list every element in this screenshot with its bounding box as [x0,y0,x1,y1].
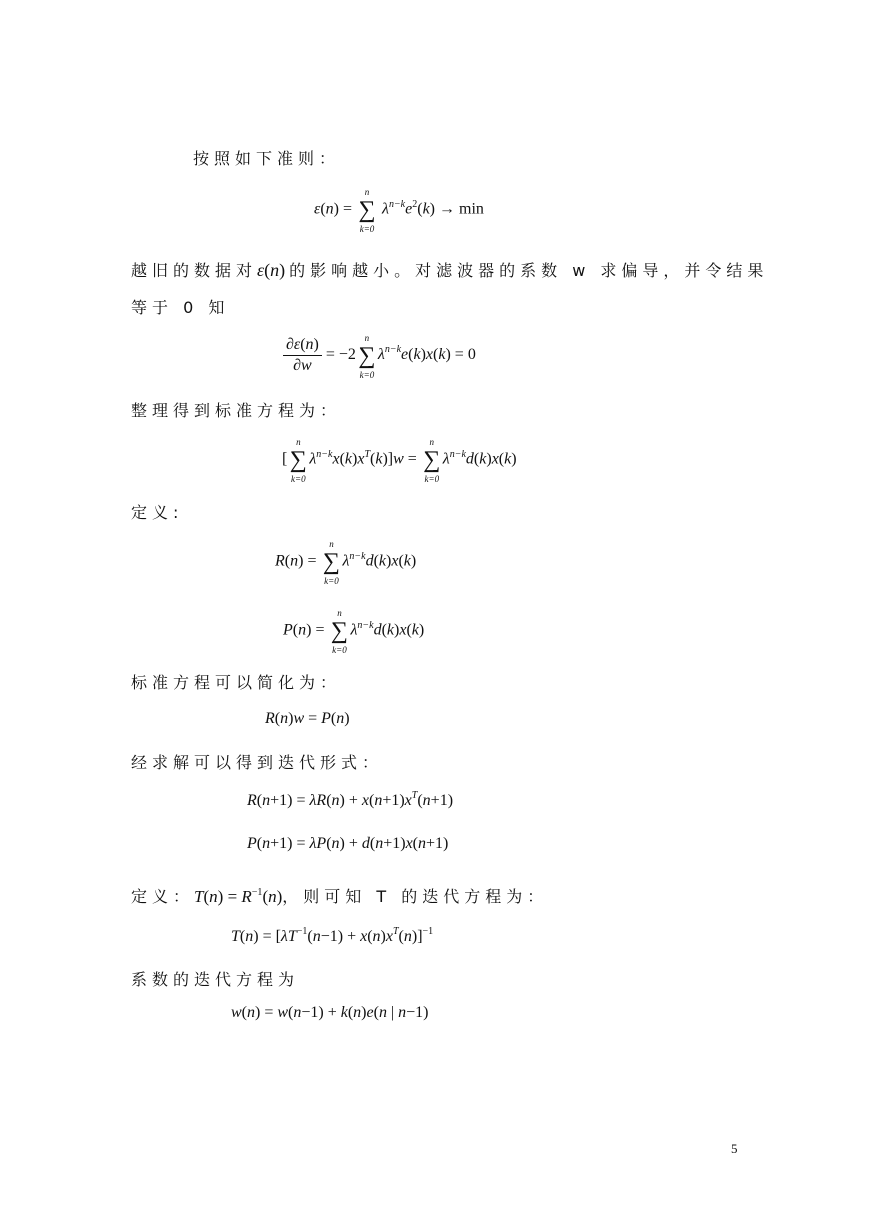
text-part-T-iteration: ，则可知 T 的迭代方程为： [282,887,549,906]
equation-T-recursion: $T(n) = [\lambda T^{-1}(n-1) + x(n)x^T(n)]^{-1}$ [231,926,434,945]
equation-cost-function: ε(n) = n ∑ k=0 $\lambda^{n-k}e^2(k) \to \min$ [314,187,484,234]
equation-R-definition: R(n) = n ∑ k=0 $\lambda^{n-k}d(k)x(k)$ [275,539,417,586]
equation-simplified: R(n)w = P(n) [265,710,350,727]
text-set-zero: 等于 0 知 [131,298,230,317]
text-T-definition [131,884,548,907]
text-criterion-intro: 按照如下准则： [193,149,341,168]
text-coefficient-iteration-intro: 系数的迭代方程为 [131,970,300,989]
text-normal-equation-intro: 整理得到标准方程为： [131,401,342,420]
text-forgetting-explanation [131,258,768,281]
equation-normal: [ n ∑ k=0 $\lambda^{n-k}x(k)x^T(k)]w$ = n ∑ k=0 $\lambda^{n-k}d(k)x(k)$ [282,437,517,484]
equation-gradient: $\frac{\partial\varepsilon(n)}{\partial w}$ = −2 n ∑ k=0 $\lambda^{n-k}e(k)x(k) = 0$ [283,337,476,374]
text-part-derivative: 的影响越小。对滤波器的系数 w 求偏导，并令结果 [289,261,769,280]
page-number: 5 [731,1141,738,1156]
equation-P-definition: P(n) = n ∑ k=0 $\lambda^{n-k}d(k)x(k)$ [283,608,425,655]
equation-weight-update: w(n) = w(n−1) + k(n)e(n | n−1) [231,1004,429,1021]
equation-P-recursion: P(n+1) = λP(n) + d(n+1)x(n+1) [247,835,449,852]
sum-lower-limit: k=0 [359,224,375,234]
text-simplified-intro: 标准方程可以简化为： [131,673,342,692]
text-part-older-data: 越旧的数据对 [131,261,258,280]
text-part-define: 定义： [131,887,195,906]
sum-upper-limit: n [364,187,370,197]
inline-T-equals-R-inverse: $T(n) = R^{-1}(n)$ [194,887,283,906]
text-definition-1: 定义: [131,503,184,522]
inline-epsilon-n: ε(n) [257,260,286,280]
text-iteration-intro: 经求解可以得到迭代形式： [131,753,384,772]
equation-R-recursion: $R(n+1) = \lambda R(n) + x(n+1)x^T(n+1)$ [247,790,454,809]
